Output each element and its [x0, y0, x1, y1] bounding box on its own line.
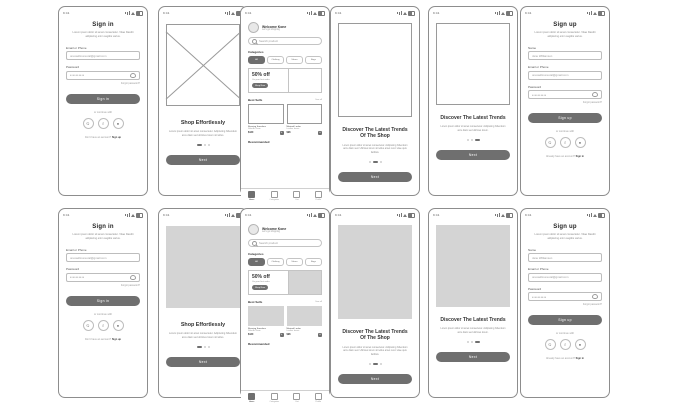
- status-icons: [397, 11, 415, 16]
- wifi-icon: [131, 214, 135, 217]
- pager-dots: [436, 341, 510, 343]
- product-image-placeholder: [248, 306, 284, 326]
- social-login-row: [528, 137, 602, 148]
- wireframe-row-filled: [0, 208, 680, 404]
- onboarding-title: Shop Effortlessly: [180, 120, 226, 126]
- category-chips: [248, 56, 322, 64]
- product-grid: [248, 104, 322, 135]
- wifi-icon: [501, 12, 505, 15]
- email-label: Email or Phone: [66, 247, 87, 252]
- add-to-cart-icon[interactable]: +: [319, 331, 321, 336]
- status-icons: [307, 11, 325, 16]
- next-button[interactable]: Next: [338, 374, 412, 384]
- product-price-row: [248, 333, 284, 337]
- wifi-icon: [403, 12, 407, 15]
- apple-icon[interactable]: ●: [113, 118, 124, 129]
- product-price: $120: [248, 131, 254, 134]
- product-card[interactable]: [248, 306, 284, 337]
- avatar[interactable]: [248, 22, 259, 33]
- home-header: [248, 22, 322, 33]
- onboarding-screen: [159, 24, 247, 205]
- tab-categories[interactable]: [269, 393, 279, 403]
- see-all-link[interactable]: See all: [315, 301, 322, 303]
- product-price-row: [287, 131, 323, 135]
- tab-categories-label: Categories: [269, 199, 280, 201]
- wifi-icon: [403, 214, 407, 217]
- discover-title: Discover The Latest Trends Of The Shop: [342, 329, 408, 342]
- status-bar: [331, 209, 419, 219]
- wifi-icon: [593, 12, 597, 15]
- home-icon: [248, 393, 255, 400]
- status-time: 9:41: [163, 11, 170, 15]
- name-label: Name: [528, 45, 537, 50]
- discover-screen: [331, 225, 419, 406]
- bottom-tab-bar: [241, 188, 329, 203]
- categories-title: Categories: [248, 252, 264, 256]
- page-subtitle: Lorem ipsum dolor sit amet consectetur. Vitae blandit adipiscing enim sagittis varius.: [534, 31, 596, 38]
- status-icons: [125, 11, 143, 16]
- search-icon: [252, 241, 257, 246]
- screen-discover-a-filled: [330, 208, 420, 398]
- eye-icon[interactable]: [592, 294, 598, 299]
- next-button[interactable]: Next: [436, 352, 510, 362]
- chip-all[interactable]: All: [248, 258, 265, 266]
- status-bar: [59, 7, 147, 17]
- discover-title: Discover The Latest Trends Of The Shop: [342, 127, 408, 140]
- password-field[interactable]: [528, 292, 602, 301]
- status-icons: [307, 213, 325, 218]
- person-icon: [315, 191, 322, 198]
- home-screen: [241, 22, 329, 203]
- tab-cart-label: Cart: [295, 401, 299, 403]
- discover-title: Discover The Latest Trends: [440, 115, 506, 121]
- search-icon: [252, 39, 257, 44]
- facebook-icon[interactable]: f: [98, 320, 109, 331]
- pager-dots: [166, 346, 240, 348]
- battery-icon: [318, 213, 325, 218]
- discover-text: Lorem ipsum dolor sit amet consectetur. Adipiscing bibendum arcu diam sed. Ultricies lorem sit tellus amet nunc vitae quis facilisis.: [342, 345, 408, 357]
- google-icon[interactable]: G: [545, 339, 556, 350]
- wifi-icon: [131, 12, 135, 15]
- chip-all[interactable]: All: [248, 56, 265, 64]
- forgot-password-link[interactable]: Forgot password?: [582, 303, 602, 307]
- product-image-placeholder: [287, 306, 323, 326]
- status-time: 9:41: [63, 213, 70, 217]
- screen-signup-filled: [520, 208, 610, 398]
- status-icons: [587, 213, 605, 218]
- or-divider: or continue with: [93, 110, 113, 114]
- email-field[interactable]: [66, 51, 140, 60]
- greeting: Welcome Kone Let's go shopping: [262, 24, 287, 31]
- signup-link[interactable]: Sign up: [111, 337, 122, 341]
- greeting-sub: Let's go shopping: [262, 230, 280, 233]
- signin-prompt-text: Already have an account?: [546, 357, 576, 361]
- screen-signin-filled: [58, 208, 148, 398]
- eye-icon[interactable]: [130, 275, 136, 280]
- bestsells-label: Best Sells: [248, 98, 263, 102]
- product-image-placeholder: [248, 104, 284, 124]
- password-field[interactable]: [528, 90, 602, 99]
- status-time: 9:41: [163, 213, 170, 217]
- promo-subtitle: On your first order: [252, 281, 270, 283]
- signup-prompt: [66, 338, 140, 341]
- signup-screen: [521, 224, 609, 405]
- email-label: Email or Phone: [528, 267, 549, 272]
- password-value: ••••••••••: [70, 73, 85, 78]
- wifi-icon: [593, 214, 597, 217]
- cart-icon: [293, 191, 300, 198]
- promo-subtitle: On your first order: [252, 79, 270, 81]
- password-label: Password: [528, 84, 542, 89]
- status-icons: [587, 11, 605, 16]
- signin-screen: [59, 22, 147, 203]
- add-to-cart-icon[interactable]: +: [280, 129, 283, 134]
- battery-icon: [506, 213, 513, 218]
- home-screen: [241, 224, 329, 405]
- social-login-row: [528, 339, 602, 350]
- tab-home-label: Home: [248, 199, 255, 201]
- password-field[interactable]: [66, 273, 140, 282]
- search-input[interactable]: [248, 239, 322, 247]
- grid-icon: [271, 393, 278, 400]
- next-button[interactable]: Next: [436, 150, 510, 160]
- signin-prompt-text: Already have an account?: [546, 155, 576, 159]
- product-card[interactable]: [287, 104, 323, 135]
- wifi-icon: [231, 214, 235, 217]
- promo-text: [249, 69, 288, 92]
- name-label: Name: [528, 247, 537, 252]
- email-value: oreosellmoreoral@gmail.com: [70, 255, 107, 260]
- battery-icon: [136, 213, 143, 218]
- password-value: ••••••••••: [532, 92, 547, 97]
- categories-title: Categories: [248, 50, 264, 54]
- battery-icon: [598, 213, 605, 218]
- hero-image-placeholder: [436, 23, 510, 105]
- discover-text: Lorem ipsum dolor sit amet consectetur. Adipiscing bibendum arcu diam sed. Ultricies lorem sit tellus amet nunc vitae quis facilisis.: [342, 143, 408, 155]
- password-field[interactable]: [66, 71, 140, 80]
- pager-dots: [338, 161, 412, 163]
- pager-dots: [166, 144, 240, 146]
- tab-profile-label: Profile: [315, 199, 322, 201]
- forgot-password-link[interactable]: Forgot password?: [120, 283, 140, 287]
- bestsells-title: [248, 300, 322, 304]
- category-chips: [248, 258, 322, 266]
- status-time: 9:41: [245, 213, 252, 217]
- product-price: $98: [286, 333, 291, 336]
- status-bar: [521, 209, 609, 219]
- name-value: Jane Williamson: [532, 53, 553, 58]
- see-all-link[interactable]: See all: [315, 99, 322, 101]
- social-login-row: [66, 118, 140, 129]
- status-bar: [521, 7, 609, 17]
- promo-image-placeholder: [288, 271, 321, 294]
- promo-banner[interactable]: [248, 270, 322, 295]
- next-button[interactable]: Next: [338, 172, 412, 182]
- wifi-icon: [231, 12, 235, 15]
- product-name: Minimal Loafer: [286, 327, 301, 330]
- page-title: Sign up: [553, 22, 577, 28]
- facebook-icon[interactable]: f: [560, 339, 571, 350]
- product-meta: Nike Air Zoom: [248, 329, 261, 332]
- signup-prompt-text: Don't have an account?: [84, 135, 112, 139]
- screen-onboarding-filled: [158, 208, 248, 398]
- tab-cart[interactable]: [293, 191, 300, 201]
- status-time: 9:41: [335, 11, 342, 15]
- recommended-title: Recommended: [248, 139, 270, 144]
- password-label: Password: [66, 65, 80, 70]
- google-icon[interactable]: G: [83, 320, 94, 331]
- screen-onboarding-outline: [158, 6, 248, 196]
- email-value: oreosellmoreoral@gmail.com: [532, 73, 569, 78]
- signin-link[interactable]: Sign in: [575, 357, 584, 361]
- tab-categories[interactable]: [269, 191, 279, 201]
- email-value: oreosellmoreoral@gmail.com: [532, 275, 569, 280]
- screen-discover-a-outline: [330, 6, 420, 196]
- product-image-placeholder: [287, 104, 323, 124]
- screen-signin-outline: [58, 6, 148, 196]
- page-subtitle: Lorem ipsum dolor sit amet consectetur. Vitae blandit adipiscing enim sagittis varius.: [72, 31, 134, 38]
- add-to-cart-icon[interactable]: +: [280, 331, 283, 336]
- bestsells-title: [248, 98, 322, 102]
- social-login-row: [66, 320, 140, 331]
- shop-now-button[interactable]: Shop Now: [252, 285, 268, 290]
- search-input[interactable]: [248, 37, 322, 45]
- shop-now-button[interactable]: Shop Now: [252, 83, 268, 88]
- chip-bags[interactable]: Bags: [305, 258, 322, 266]
- email-value: oreosellmoreoral@gmail.com: [70, 53, 107, 58]
- forgot-password-link[interactable]: Forgot password?: [120, 81, 140, 85]
- status-bar: [429, 209, 517, 219]
- signin-button[interactable]: Sign in: [66, 296, 140, 306]
- promo-discount: 50% off: [252, 274, 270, 280]
- promo-discount: 50% off: [252, 72, 270, 78]
- product-card[interactable]: [287, 306, 323, 337]
- screen-discover-b-outline: [428, 6, 518, 196]
- next-button[interactable]: Next: [166, 155, 240, 165]
- status-time: 9:41: [433, 213, 440, 217]
- battery-icon: [318, 11, 325, 16]
- forgot-password-link[interactable]: Forgot password?: [582, 101, 602, 105]
- cart-icon: [293, 393, 300, 400]
- greeting-sub: Let's go shopping: [262, 28, 280, 31]
- pager-dots: [436, 139, 510, 141]
- signin-prompt: [528, 155, 602, 158]
- battery-icon: [598, 11, 605, 16]
- pager-dots: [338, 363, 412, 365]
- product-meta: Leather brown: [286, 127, 300, 130]
- status-bar: [241, 7, 329, 17]
- product-name: Running Sneakers: [248, 125, 266, 128]
- password-label: Password: [528, 286, 542, 291]
- onboarding-text: Lorem ipsum dolor sit amet consectetur. Adipiscing bibendum arcu diam sed ultricies lorem sit tellus.: [169, 332, 237, 339]
- page-title: Sign in: [92, 22, 114, 28]
- page-subtitle: Lorem ipsum dolor sit amet consectetur. Vitae blandit adipiscing enim sagittis varius.: [534, 233, 596, 240]
- status-icons: [125, 213, 143, 218]
- battery-icon: [408, 213, 415, 218]
- tab-home[interactable]: [248, 191, 255, 201]
- status-time: 9:41: [525, 11, 532, 15]
- chip-clothing[interactable]: Clothing: [267, 258, 284, 266]
- discover-title: Discover The Latest Trends: [440, 317, 506, 323]
- tab-cart-label: Cart: [295, 199, 299, 201]
- or-divider: or continue with: [555, 130, 575, 134]
- eye-icon[interactable]: [130, 73, 136, 78]
- product-name: Minimal Loafer: [286, 125, 301, 128]
- greeting: Welcome Kone Let's go shopping: [262, 226, 287, 233]
- tab-home[interactable]: [248, 393, 255, 403]
- google-icon[interactable]: G: [83, 118, 94, 129]
- status-time: 9:41: [335, 213, 342, 217]
- search-placeholder: Search product: [259, 241, 278, 245]
- wireframe-row-outline: [0, 6, 680, 202]
- status-bar: [241, 209, 329, 219]
- hero-image-placeholder: [338, 23, 412, 117]
- hero-image-placeholder: [338, 225, 412, 319]
- status-bar: [159, 209, 247, 219]
- product-meta: Nike Air Zoom: [248, 127, 261, 130]
- facebook-icon[interactable]: f: [560, 137, 571, 148]
- chip-bags[interactable]: Bags: [305, 56, 322, 64]
- google-icon[interactable]: G: [545, 137, 556, 148]
- signin-prompt: [528, 357, 602, 360]
- signup-prompt: [66, 136, 140, 139]
- status-icons: [495, 11, 513, 16]
- home-icon: [248, 191, 255, 198]
- tab-home-label: Home: [248, 401, 255, 403]
- signup-button[interactable]: Sign up: [528, 315, 602, 325]
- apple-icon[interactable]: ●: [113, 320, 124, 331]
- home-header: [248, 224, 322, 235]
- signin-screen: [59, 224, 147, 405]
- wifi-icon: [501, 214, 505, 217]
- battery-icon: [506, 11, 513, 16]
- bottom-tab-bar: [241, 390, 329, 405]
- image-placeholder: [166, 24, 240, 106]
- eye-icon[interactable]: [592, 92, 598, 97]
- signup-screen: [521, 22, 609, 203]
- promo-banner[interactable]: [248, 68, 322, 93]
- email-field[interactable]: [66, 253, 140, 262]
- promo-image-placeholder: [288, 69, 321, 92]
- password-value: ••••••••••: [70, 275, 85, 280]
- promo-text: [249, 271, 288, 294]
- screen-signup-outline: [520, 6, 610, 196]
- onboarding-screen: [159, 226, 247, 407]
- chip-shoes[interactable]: Shoes: [286, 56, 303, 64]
- discover-screen: [331, 23, 419, 204]
- grid-icon: [271, 191, 278, 198]
- password-value: ••••••••••: [532, 294, 547, 299]
- product-name: Running Sneakers: [248, 327, 266, 330]
- recommended-title: Recommended: [248, 341, 270, 346]
- status-bar: [429, 7, 517, 17]
- add-to-cart-icon[interactable]: +: [319, 129, 321, 134]
- product-price-row: [287, 333, 323, 337]
- name-value: Jane Williamson: [532, 255, 553, 260]
- wifi-icon: [313, 214, 317, 217]
- tab-profile[interactable]: [315, 191, 322, 201]
- person-icon: [315, 393, 322, 400]
- status-icons: [397, 213, 415, 218]
- tab-profile-label: Profile: [315, 401, 322, 403]
- image-placeholder: [166, 226, 240, 308]
- onboarding-title: Shop Effortlessly: [180, 322, 226, 328]
- battery-icon: [136, 11, 143, 16]
- product-card[interactable]: [248, 104, 284, 135]
- or-divider: or continue with: [555, 332, 575, 336]
- product-price: $98: [286, 131, 291, 134]
- screen-home-outline: [240, 6, 330, 201]
- signin-link[interactable]: Sign in: [575, 155, 584, 159]
- email-field[interactable]: [528, 273, 602, 282]
- apple-icon[interactable]: ●: [575, 137, 586, 148]
- status-bar: [59, 209, 147, 219]
- screen-discover-b-filled: [428, 208, 518, 398]
- chip-shoes[interactable]: Shoes: [286, 258, 303, 266]
- page-subtitle: Lorem ipsum dolor sit amet consectetur. Vitae blandit adipiscing enim sagittis varius.: [72, 233, 134, 240]
- status-time: 9:41: [63, 11, 70, 15]
- next-button[interactable]: Next: [166, 357, 240, 367]
- tab-cart[interactable]: [293, 393, 300, 403]
- email-label: Email or Phone: [66, 45, 87, 50]
- apple-icon[interactable]: ●: [575, 339, 586, 350]
- page-title: Sign in: [92, 224, 114, 230]
- search-placeholder: Search product: [259, 39, 278, 43]
- hero-image-placeholder: [436, 225, 510, 307]
- tab-profile[interactable]: [315, 393, 322, 403]
- password-label: Password: [66, 267, 80, 272]
- discover-text: Lorem ipsum dolor sit amet consectetur. Adipiscing bibendum arcu diam sed ultricies lorem.: [440, 327, 506, 335]
- bestsells-label: Best Sells: [248, 300, 263, 304]
- page-title: Sign up: [553, 224, 577, 230]
- tab-categories-label: Categories: [269, 401, 280, 403]
- status-time: 9:41: [525, 213, 532, 217]
- or-divider: or continue with: [93, 312, 113, 316]
- status-bar: [159, 7, 247, 17]
- status-icons: [495, 213, 513, 218]
- email-label: Email or Phone: [528, 65, 549, 70]
- discover-screen: [429, 225, 517, 406]
- name-field[interactable]: [528, 253, 602, 262]
- product-price-row: [248, 131, 284, 135]
- status-bar: [331, 7, 419, 17]
- name-field[interactable]: [528, 51, 602, 60]
- avatar[interactable]: [248, 224, 259, 235]
- facebook-icon[interactable]: f: [98, 118, 109, 129]
- signup-link[interactable]: Sign up: [111, 135, 122, 139]
- onboarding-text: Lorem ipsum dolor sit amet consectetur. Adipiscing bibendum arcu diam sed ultricies lorem sit tellus.: [169, 130, 237, 137]
- signin-button[interactable]: Sign in: [66, 94, 140, 104]
- discover-screen: [429, 23, 517, 204]
- chip-clothing[interactable]: Clothing: [267, 56, 284, 64]
- signup-prompt-text: Don't have an account?: [84, 337, 112, 341]
- product-price: $120: [248, 333, 254, 336]
- screen-home-filled: [240, 208, 330, 403]
- status-time: 9:41: [245, 11, 252, 15]
- status-time: 9:41: [433, 11, 440, 15]
- wifi-icon: [313, 12, 317, 15]
- signup-button[interactable]: Sign up: [528, 113, 602, 123]
- discover-text: Lorem ipsum dolor sit amet consectetur. Adipiscing bibendum arcu diam sed ultricies lorem.: [440, 125, 506, 133]
- battery-icon: [408, 11, 415, 16]
- email-field[interactable]: [528, 71, 602, 80]
- product-grid: [248, 306, 322, 337]
- product-meta: Leather brown: [286, 329, 300, 332]
